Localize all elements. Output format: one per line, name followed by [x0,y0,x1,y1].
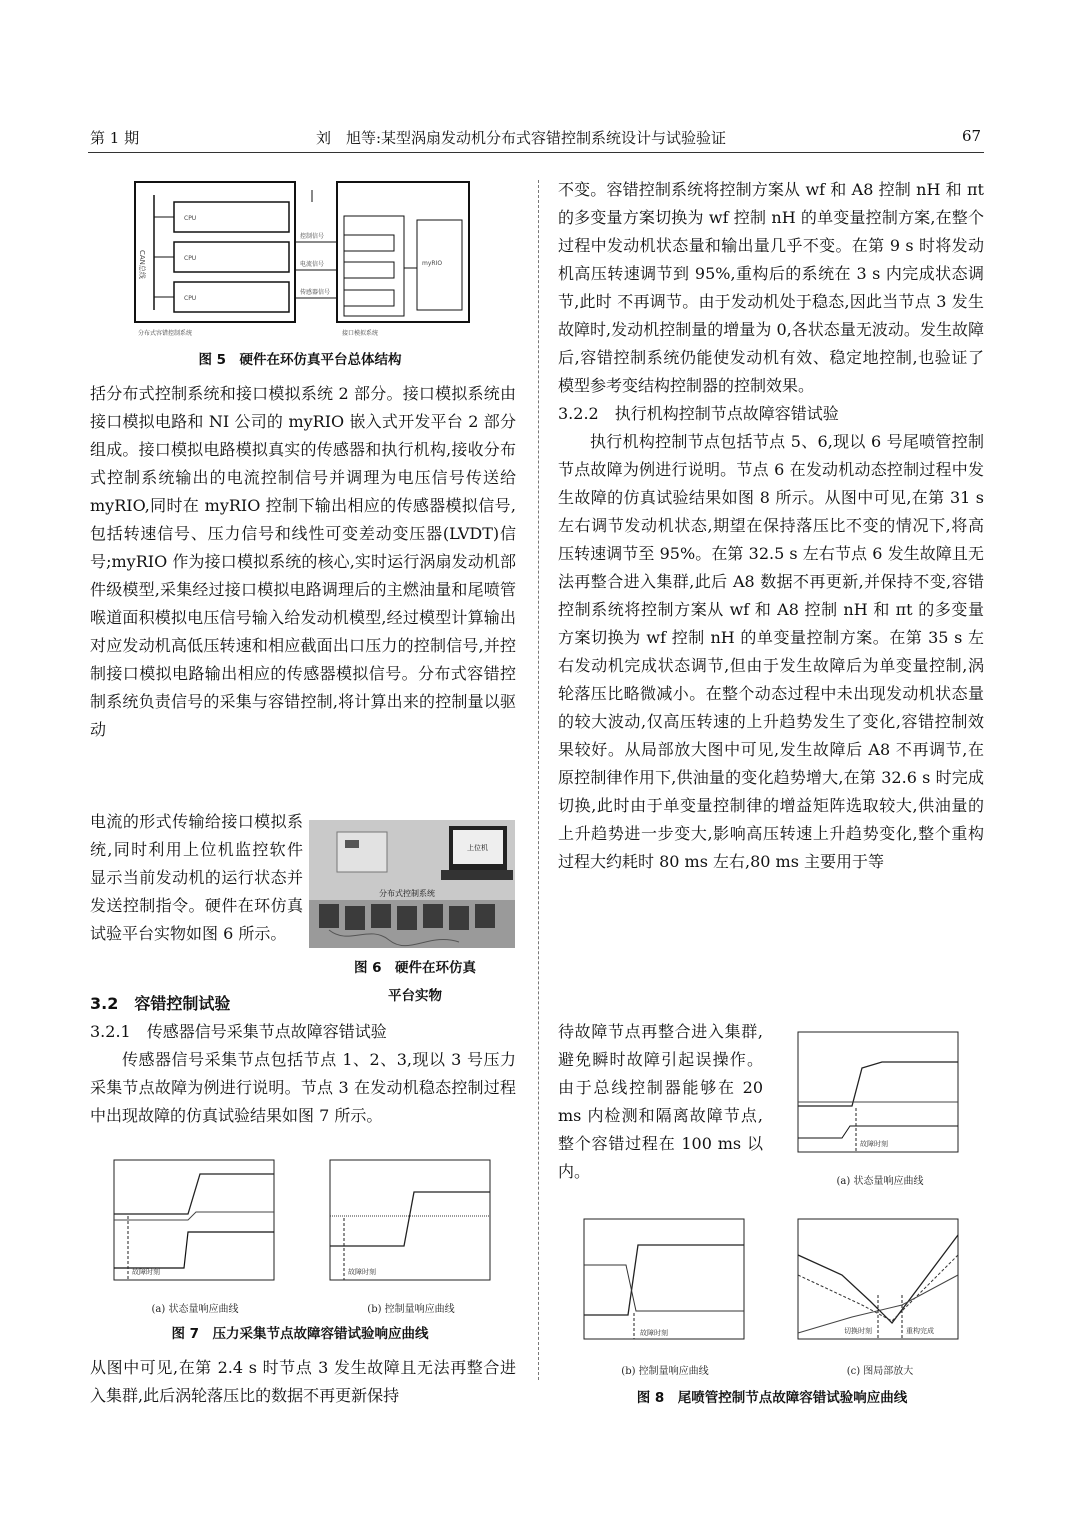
fig5-right-system-label: 接口模拟系统 [342,330,379,337]
fig6-photo-label: 分布式控制系统 [379,889,435,898]
fig7-caption: 图 7 压力采集节点故障容错试验响应曲线 [171,1326,429,1342]
left-column-upper [90,380,516,744]
fig5-caption: 图 5 硬件在环仿真平台总体结构 [198,352,402,368]
fig8a-subcaption: (a) 状态量响应曲线 [836,1176,924,1187]
paragraph: 括分布式控制系统和接口模拟系统 2 部分。接口模拟系统由接口模拟电路和 NI 公司的 myRIO 嵌入式开发平台 2 部分组成。接口模拟电路模拟真实的传感器和执行机构,接收分布式控制系统输出的电流控制信号并调理为电压信号传送给 myRIO,同时在 myRIO 控制下输出相应的传感器模拟信号,包括转速信号、压力信号和线性可变差动变压器(LVDT)信号;myRIO 作为接口模拟系统的核心,实时运行涡扇发动机部件级模型,采集经过接口模拟电路调理后的主燃油量和尾喷管喉道面积模拟电压信号输入给发动机模型,经过模型计算输出对应发动机高低压转速和相应截面出口压力的控制信号,并控制接口模拟电路输出相应的传感器模拟信号。分布式容错控制系统负责信号的采集与容错控制,将计算出来的控制量以驱动 [90,384,516,739]
paragraph: 不变。容错控制系统将控制方案从 wf 和 A8 控制 nH 和 πt 的多变量方案切换为 wf 控制 nH 的单变量控制方案,在整个过程中发动机状态量和输出量几乎不变。在第 9 s 时将发动机高压转速调节到 95%,重构后的系统在 3 s 内完成状态调节,此时 不再调节。由于发动机处于稳态,因此当节点 3 发生故障时,发动机控制量的增量为 0,各状态量无波动。发生故障后,容错控制系统仍能使发动机有效、稳定地控制,也验证了模型参考变结构控制器的控制效果。 [558,180,984,395]
paragraph: 待故障节点再整合进入集群,避免瞬时故障引起误操作。由于总线控制器能够在 20 ms 内检测和隔离故障节点,整个容错过程在 100 ms 以内。 [558,1022,763,1181]
fig6-caption-line2: 平台实物 [388,988,442,1004]
fig7-chart-a [88,1156,298,1296]
fig8b-fault-annotation: 故障时刻 [640,1329,668,1337]
section-heading-3-2-2: 3.2.2 执行机构控制节点故障容错试验 [558,404,839,423]
left-column-bottom [90,1354,516,1410]
header-rule [88,152,984,153]
fig6-monitor-label: 上位机 [467,844,488,852]
fig5-block3-label: CPU [184,295,197,302]
fig5-block1-label: CPU [184,215,197,222]
fig5-control-signal-label: 控制信号 [300,233,325,240]
fig7a-subcaption: (a) 状态量响应曲线 [151,1304,239,1315]
fig7a-fault-annotation: 故障时刻 [132,1268,160,1276]
column-divider [538,180,539,1380]
section-heading-3-2: 3.2 容错控制试验 [90,994,231,1013]
right-column-wrap [558,1018,763,1186]
running-header-issue: 第 1 期 [90,129,140,147]
fig6-caption-line1: 图 6 硬件在环仿真 [353,960,477,976]
fig7b-fault-annotation: 故障时刻 [348,1268,376,1276]
fig5-block2-label: CPU [184,255,197,262]
paragraph: 执行机构控制节点包括节点 5、6,现以 6 号尾喷管控制节点故障为例进行说明。节点 6 在发动机动态控制过程中发生故障的仿真试验结果如图 8 所示。从图中可见,在第 31 s 左右调节发动机状态,期望在保持落压比不变的情况下,将高压转速调节至 95%。在第 32.5 s 左右节点 6 发生故障且无法再整合进入集群,此后 A8 数据不再更新,并保持不变,容错控制系统将控制方案从 wf 和 A8 控制 nH 和 πt 的多变量方案切换为 wf 控制 nH 的单变量控制方案。在第 35 s 左右发动机完成状态调节,但由于发生故障后为单变量控制,涡轮落压比略微减小。在整个动态过程中未出现发动机状态量的较大波动,仅高压转速的上升趋势发生了变化,容错控制效果较好。从局部放大图中可见,发生故障后 A8 不再调节,在原控制律作用下,供油量的变化趋势增大,在第 32.6 s 时完成切换,此时由于单变量控制律的增益矩阵选取较大,供油量的上升趋势进一步变大,影响高压转速上升趋势变化,整个重构过程大约耗时 80 ms 左右,80 ms 主要用于等 [558,432,984,871]
fig5-bus-label: CAN总线 [138,250,146,279]
paragraph: 电流的形式传输给接口模拟系统,同时利用上位机监控软件显示当前发动机的运行状态并发送控制指令。硬件在环仿真试验平台实物如图 6 所示。 [90,812,303,943]
fig5-current-signal-label: 电流信号 [300,261,325,268]
fig8c-subcaption: (c) 图局部放大 [846,1366,914,1377]
fig5-sensor-signal-label: 传感器信号 [300,289,331,296]
fig5-diagram [132,180,472,340]
left-column-wrap [90,808,303,948]
fig8a-fault-annotation: 故障时刻 [860,1140,888,1148]
fig8b-subcaption: (b) 控制量响应曲线 [621,1366,709,1377]
fig5-left-system-label: 分布式容错控制系统 [138,330,193,337]
fig8-caption: 图 8 尾喷管控制节点故障容错试验响应曲线 [636,1390,908,1406]
fig8-chart-a [772,1028,982,1168]
page-number: 67 [962,127,982,145]
fig7-chart-b [304,1156,514,1296]
fig8-chart-b [558,1215,768,1355]
fig5-myrio-label: myRIO [422,260,443,267]
right-column-upper [558,176,984,876]
paragraph: 从图中可见,在第 2.4 s 时节点 3 发生故障且无法再整合进入集群,此后涡轮落压比的数据不再更新保持 [90,1358,516,1405]
fig7b-subcaption: (b) 控制量响应曲线 [367,1304,455,1315]
fig8c-switch-annotation: 切换时刻 [844,1327,872,1335]
fig8-chart-c [772,1215,982,1355]
section-heading-3-2-1: 3.2.1 传感器信号采集节点故障容错试验 [90,1022,387,1041]
fig6-photo [309,820,515,948]
paragraph: 传感器信号采集节点包括节点 1、2、3,现以 3 号压力采集节点故障为例进行说明。节点 3 在发动机稳态控制过程中出现故障的仿真试验结果如图 7 所示。 [90,1050,516,1125]
fig8c-done-annotation: 重构完成 [906,1327,934,1335]
left-column-section [90,990,516,1130]
running-header-title: 刘 旭等:某型涡扇发动机分布式容错控制系统设计与试验验证 [316,129,727,147]
